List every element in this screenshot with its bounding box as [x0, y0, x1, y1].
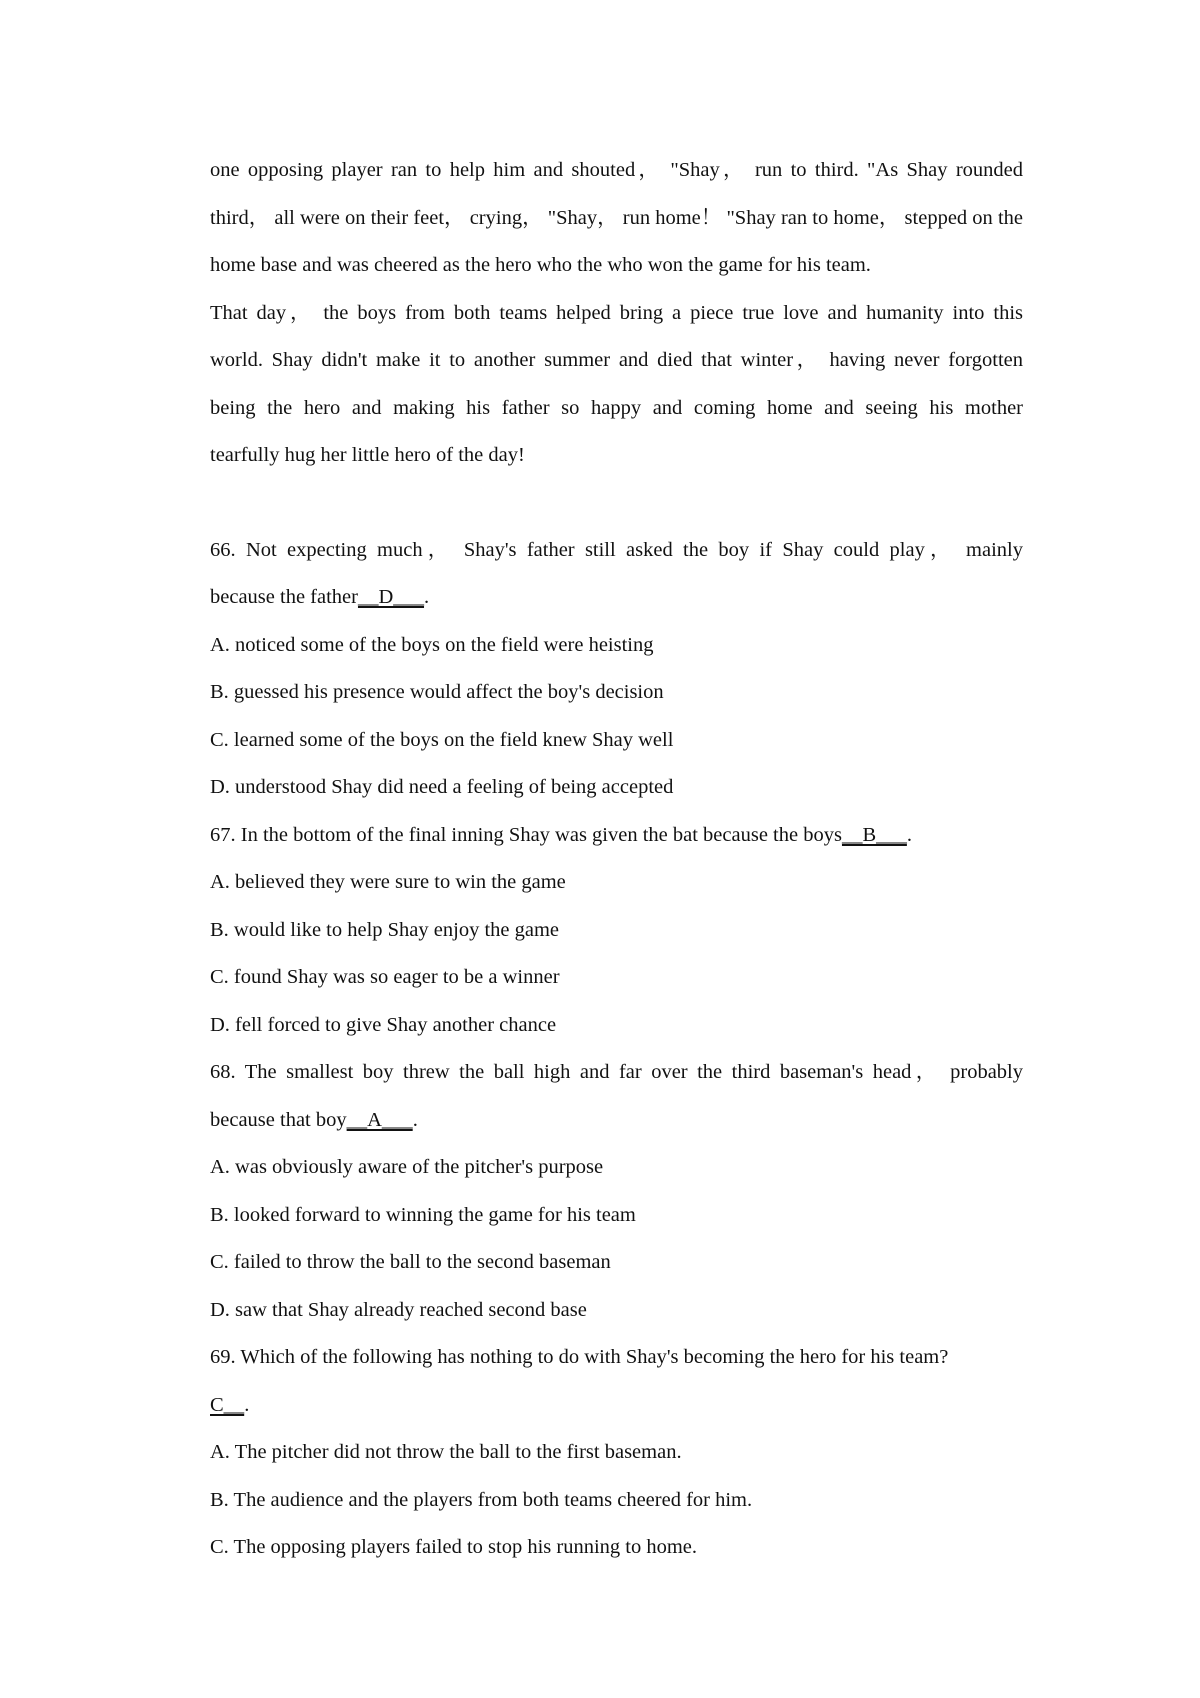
question-stem: 68. The smallest boy threw the ball high and far over the third baseman's head， probably [210, 1061, 1023, 1083]
option-a: A. believed they were sure to win the game [210, 871, 566, 893]
passage [210, 147, 1023, 480]
question-69 [210, 1334, 1023, 1572]
option-b: B. would like to help Shay enjoy the game [210, 918, 560, 941]
option-d: D. fell forced to give Shay another chance [210, 1013, 557, 1036]
option-a: A. The pitcher did not throw the ball to the first baseman. [210, 1441, 682, 1463]
question-stem: 66. Not expecting much， Shay's father still asked the boy if Shay could play， mainly [210, 538, 1023, 561]
option-d: D. saw that Shay already reached second base [210, 1298, 587, 1321]
passage-line: tearfully hug her little hero of the day! [210, 444, 525, 466]
option-d: D. understood Shay did need a feeling of being accepted [210, 776, 674, 798]
stem-end: . [244, 1393, 250, 1416]
stem-end: . [424, 586, 430, 608]
stem-text: because that boy [210, 1108, 347, 1131]
passage-line: home base and was cheered as the hero who the who won the game for his team. [210, 254, 871, 276]
answer-blank: __B___ [841, 823, 907, 846]
stem-end: . [906, 823, 913, 846]
question-67 [210, 812, 1023, 1050]
document-page [210, 147, 1023, 1572]
passage-line: being the hero and making his father so happy and coming home and seeing his mother [210, 396, 1023, 419]
spacer [210, 480, 1023, 527]
question-68 [210, 1049, 1023, 1334]
stem-end: . [412, 1108, 418, 1131]
passage-line: third， all were on their feet， crying， "Shay， run home！ "Shay ran to home， stepped on the [210, 206, 1023, 229]
question-stem: 69. Which of the following has nothing to do with Shay's becoming the hero for his team? [210, 1346, 949, 1368]
option-b: B. guessed his presence would affect the boy's decision [210, 681, 664, 703]
option-c: C. The opposing players failed to stop his running to home. [210, 1536, 698, 1558]
option-c: C. learned some of the boys on the field knew Shay well [210, 728, 674, 751]
answer-blank: C__ [210, 1393, 245, 1416]
option-a: A. noticed some of the boys on the field were heisting [210, 633, 654, 656]
passage-line: world. Shay didn't make it to another summer and died that winter， having never forgotten [210, 349, 1023, 371]
answer-blank: __A___ [346, 1108, 413, 1131]
question-stem-cont [210, 574, 1023, 622]
option-c: C. found Shay was so eager to be a winner [210, 966, 560, 988]
option-c: C. failed to throw the ball to the second baseman [210, 1251, 611, 1273]
stem-text: 67. In the bottom of the final inning Shay was given the bat because the boys [210, 823, 842, 846]
question-stem-cont [210, 1097, 1023, 1145]
question-stem [210, 812, 1023, 860]
passage-line: That day， the boys from both teams helped bring a piece true love and humanity into this [210, 301, 1023, 324]
option-b: B. The audience and the players from both teams cheered for him. [210, 1488, 753, 1511]
stem-text: because the father [210, 586, 358, 608]
passage-line: one opposing player ran to help him and shouted， "Shay， run to third. "As Shay rounded [210, 159, 1023, 181]
question-stem-cont [210, 1382, 1023, 1430]
option-b: B. looked forward to winning the game for his team [210, 1203, 636, 1226]
answer-blank: __D___ [357, 586, 425, 608]
option-a: A. was obviously aware of the pitcher's purpose [210, 1156, 604, 1178]
question-66 [210, 527, 1023, 812]
